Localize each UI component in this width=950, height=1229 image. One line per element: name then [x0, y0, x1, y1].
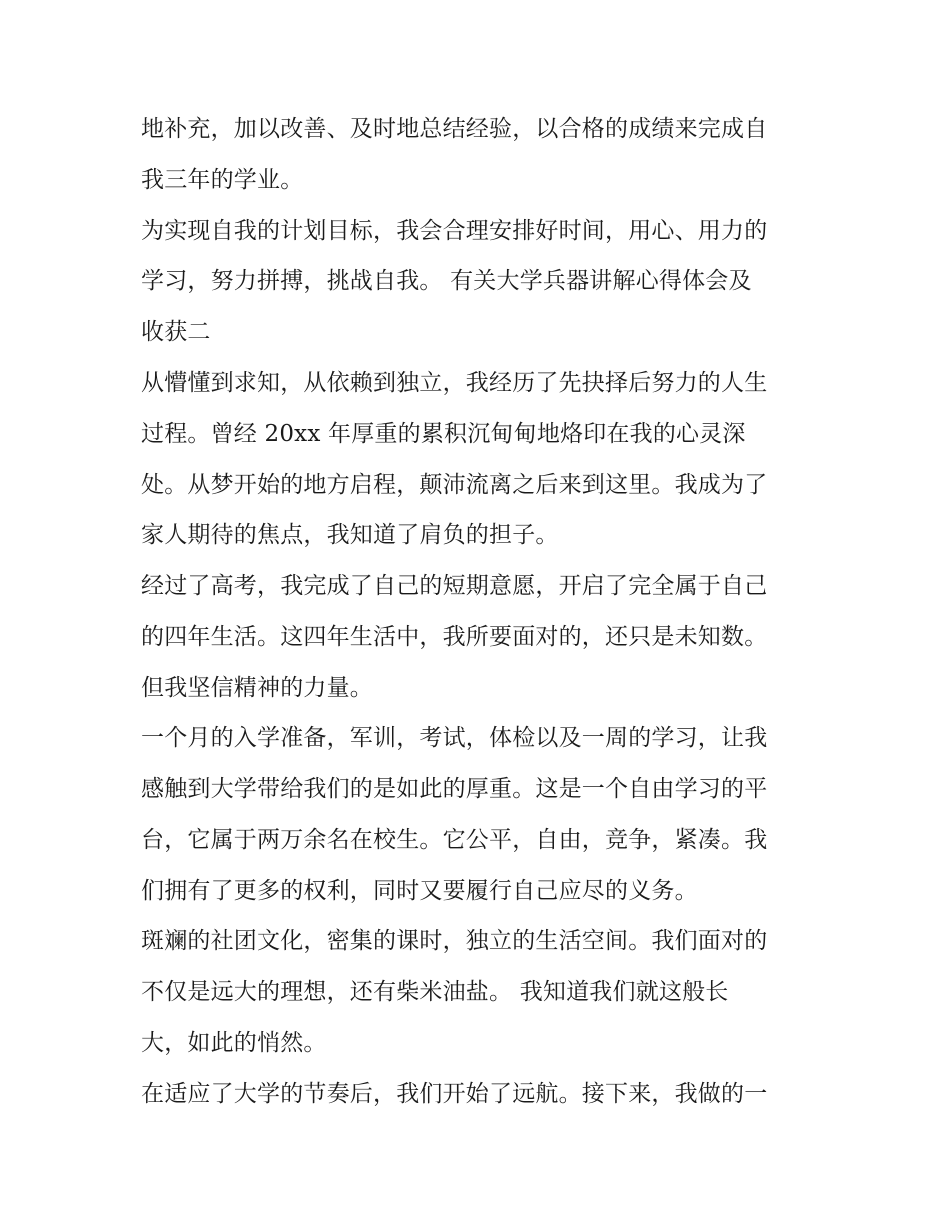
text-line: 大，如此的悄然。: [141, 1030, 327, 1056]
text-line: 一个月的入学准备，军训，考试，体检以及一周的学习，让我: [141, 725, 768, 751]
text-line: 我三年的学业。: [141, 167, 304, 193]
text-line: 斑斓的社团文化，密集的课时，独立的生活空间。我们面对的: [141, 928, 768, 954]
text-line: 从懵懂到求知，从依赖到独立，我经历了先抉择后努力的人生: [141, 370, 768, 396]
text-line: 地补充，加以改善、及时地总结经验，以合格的成绩来完成自: [141, 116, 768, 142]
text-line: 处。从梦开始的地方启程，颠沛流离之后来到这里。我成为了: [141, 472, 768, 498]
text-line: 但我坚信精神的力量。: [141, 675, 373, 701]
text-line: 不仅是远大的理想，还有柴米油盐。 我知道我们就这般长: [141, 979, 729, 1005]
text-line: 为实现自我的计划目标，我会合理安排好时间，用心、用力的: [141, 218, 768, 244]
text-line: 收获二: [141, 319, 211, 345]
text-line: 在适应了大学的节奏后，我们开始了远航。接下来，我做的一: [141, 1081, 768, 1107]
text-line: 台，它属于两万余名在校生。它公平，自由，竞争，紧凑。我: [141, 827, 768, 853]
text-line: 感触到大学带给我们的是如此的厚重。这是一个自由学习的平: [141, 776, 768, 802]
text-line: 的四年生活。这四年生活中，我所要面对的，还只是未知数。: [141, 624, 768, 650]
text-line: 过程。曾经 20xx 年厚重的累积沉甸甸地烙印在我的心灵深: [141, 421, 746, 447]
text-line: 经过了高考，我完成了自己的短期意愿，开启了完全属于自己: [141, 573, 768, 599]
text-line: 们拥有了更多的权利，同时又要履行自己应尽的义务。: [141, 878, 698, 904]
text-line: 家人期待的焦点，我知道了肩负的担子。: [141, 522, 559, 548]
text-line: 学习，努力拼搏，挑战自我。 有关大学兵器讲解心得体会及: [141, 268, 752, 294]
